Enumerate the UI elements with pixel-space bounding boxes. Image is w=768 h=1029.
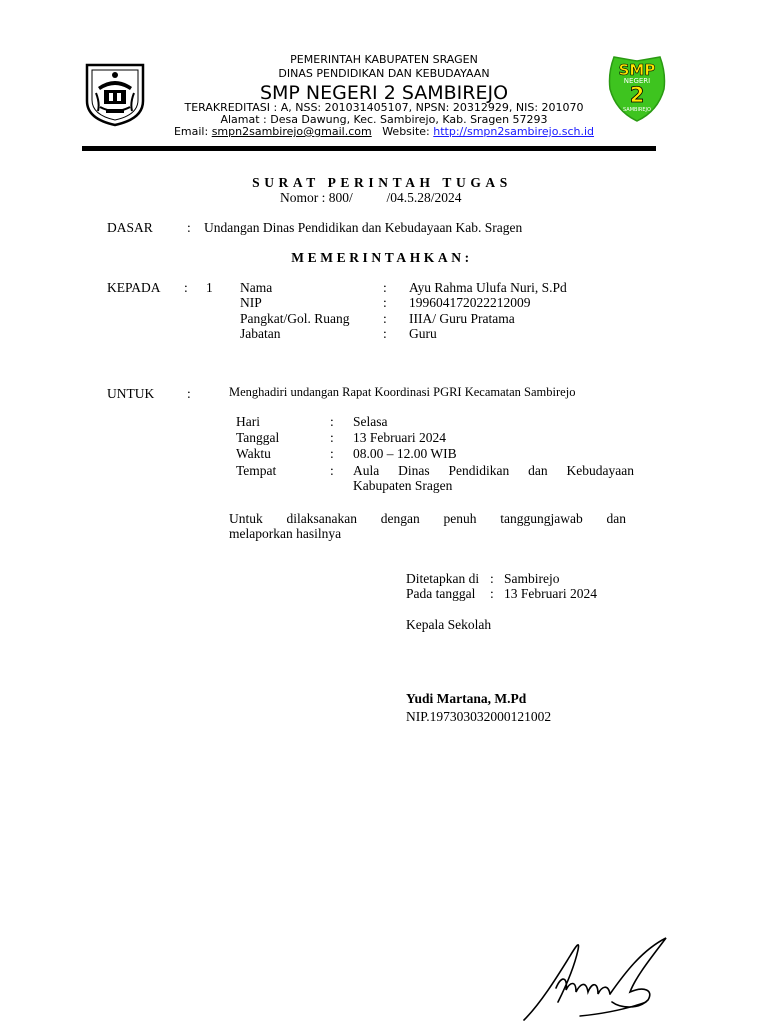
ditetapkan-value: Sambirejo: [504, 571, 560, 586]
hari-label: Hari: [236, 414, 260, 429]
closing-line2: melaporkan hasilnya: [229, 526, 342, 541]
untuk-label: UNTUK: [107, 386, 155, 401]
nip-label: NIP: [240, 295, 262, 310]
pada-tanggal-value: 13 Februari 2024: [504, 586, 597, 601]
right-logo-badge: [606, 55, 668, 123]
hari-value: Selasa: [353, 414, 388, 429]
nama-colon: :: [383, 280, 387, 295]
dasar-colon: :: [187, 220, 191, 235]
website-label: Website:: [382, 125, 430, 138]
waktu-label: Waktu: [236, 446, 271, 461]
kepada-colon: :: [184, 280, 188, 295]
pangkat-colon: :: [383, 311, 387, 326]
header-department: DINAS PENDIDIKAN DAN KEBUDAYAAN: [278, 67, 490, 80]
signer-name: Yudi Martana, M.Pd: [406, 691, 527, 706]
header-divider: [82, 146, 656, 151]
untuk-text: Menghadiri undangan Rapat Koordinasi PGRI Kecamatan Sambirejo: [229, 385, 576, 399]
letter-number: Nomor : 800/ /04.5.28/2024: [280, 190, 462, 205]
kepada-label: KEPADA: [107, 280, 161, 295]
header-address: Alamat : Desa Dawung, Kec. Sambirejo, Kab. Sragen 57293: [220, 113, 548, 126]
website-link[interactable]: http://smpn2sambirejo.sch.id: [433, 125, 595, 138]
memerintahkan-heading: MEMERINTAHKAN:: [291, 250, 473, 265]
closing-line1: Untuk dilaksanakan dengan penuh tanggungjawab dan: [229, 511, 626, 526]
signer-nip: NIP.197303032000121002: [406, 709, 552, 724]
jabatan-value: Guru: [409, 326, 437, 341]
pada-tanggal-label: Pada tanggal: [406, 586, 476, 601]
ditetapkan-colon: :: [490, 571, 494, 586]
header-school-name: SMP NEGERI 2 SAMBIREJO: [259, 82, 509, 104]
email-link[interactable]: smpn2sambirejo@gmail.com: [211, 125, 372, 138]
header-contact: [120, 126, 648, 138]
handwritten-signature: [520, 930, 672, 1024]
nama-label: Nama: [240, 280, 273, 295]
nip-value: 199604172022212009: [409, 295, 531, 310]
ditetapkan-label: Ditetapkan di: [406, 571, 480, 586]
tanggal-label: Tanggal: [236, 430, 280, 445]
pangkat-label: Pangkat/Gol. Ruang: [240, 311, 350, 326]
tanggal-value: 13 Februari 2024: [353, 430, 446, 445]
tanggal-colon: :: [330, 430, 334, 445]
untuk-colon: :: [187, 386, 191, 401]
waktu-colon: :: [330, 446, 334, 461]
dasar-label: DASAR: [107, 220, 153, 235]
header-government: PEMERINTAH KABUPATEN SRAGEN: [290, 53, 478, 66]
jabatan-label: Jabatan: [240, 326, 281, 341]
nama-value: Ayu Rahma Ulufa Nuri, S.Pd: [409, 280, 567, 295]
tempat-value-line2: Kabupaten Sragen: [353, 478, 453, 493]
badge-sambirejo-text: SAMBIREJO: [623, 107, 651, 113]
header-accreditation: TERAKREDITASI : A, NSS: 201031405107, NPSN: 20312929, NIS: 201070: [184, 101, 584, 114]
badge-smp-text: SMP: [618, 61, 656, 79]
pangkat-value: IIIA/ Guru Pratama: [409, 311, 515, 326]
badge-negeri-text: NEGERI: [623, 77, 651, 85]
dasar-text: Undangan Dinas Pendidikan dan Kebudayaan Kab. Sragen: [204, 220, 523, 235]
email-label: Email:: [173, 125, 209, 138]
jabatan-colon: :: [383, 326, 387, 341]
badge-number-text: 2: [629, 83, 645, 107]
tempat-value-line1: Aula Dinas Pendidikan dan Kebudayaan: [353, 463, 634, 478]
nip-colon: :: [383, 295, 387, 310]
letter-title: SURAT PERINTAH TUGAS: [252, 175, 512, 190]
signer-position: Kepala Sekolah: [406, 617, 492, 632]
tempat-label: Tempat: [236, 463, 277, 478]
waktu-value: 08.00 – 12.00 WIB: [353, 446, 457, 461]
kepada-number: 1: [206, 280, 213, 295]
tempat-colon: :: [330, 463, 334, 478]
hari-colon: :: [330, 414, 334, 429]
pada-tanggal-colon: :: [490, 586, 494, 601]
